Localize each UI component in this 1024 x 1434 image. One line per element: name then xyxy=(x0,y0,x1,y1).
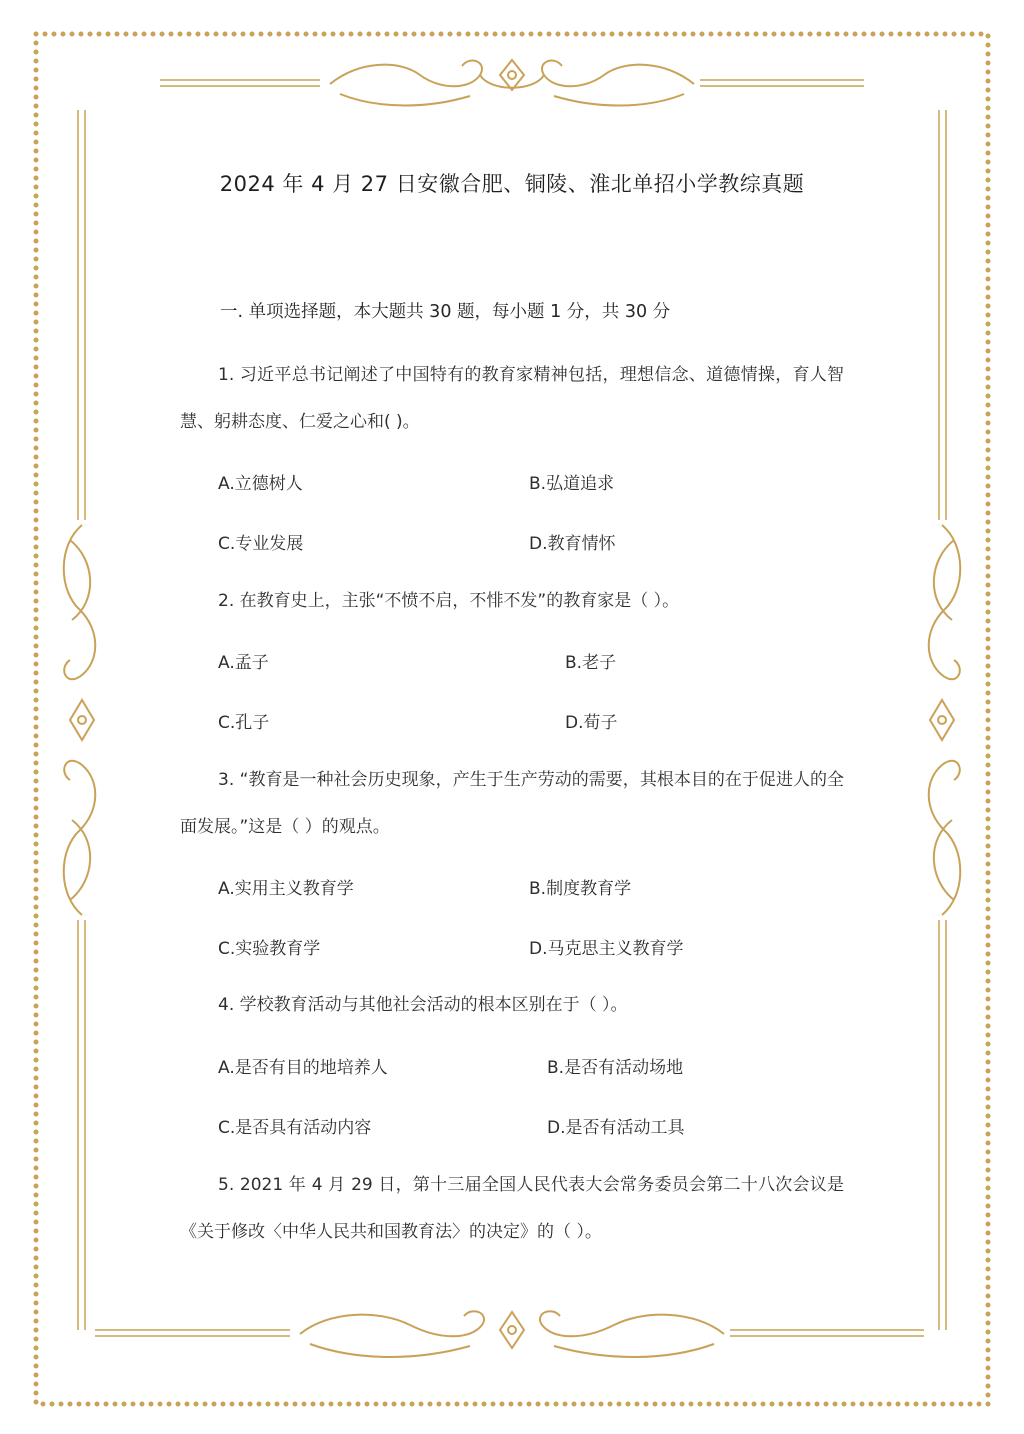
question-2-option-a: A.孟子 xyxy=(218,653,269,673)
question-1-option-a: A.立德树人 xyxy=(218,474,303,494)
question-3-option-b: B.制度教育学 xyxy=(529,879,632,899)
top-frame-lines xyxy=(160,80,864,86)
question-3-text: 3. “教育是一种社会历史现象，产生于生产劳动的需要，其根本目的在于促进人的全面发展。”这是（ ）的观点。 xyxy=(180,770,844,837)
right-frame-lines xyxy=(939,110,946,1330)
question-2-option-c: C.孔子 xyxy=(218,713,270,733)
question-5-text: 5. 2021 年 4 月 29 日，第十三届全国人民代表大会常务委员会第二十八次会议是《关于修改〈中华人民共和国教育法〉的决定》的（ ）。 xyxy=(180,1175,844,1242)
question-2-option-d: D.荀子 xyxy=(565,713,618,733)
left-frame-lines xyxy=(78,110,85,1330)
question-3-option-a: A.实用主义教育学 xyxy=(218,879,354,899)
question-2-option-b: B.老子 xyxy=(565,653,617,673)
page-title: 2024 年 4 月 27 日安徽合肥、铜陵、淮北单招小学教综真题 xyxy=(219,172,805,196)
section-heading: 一. 单项选择题，本大题共 30 题，每小题 1 分，共 30 分 xyxy=(220,302,671,322)
question-4-option-b: B.是否有活动场地 xyxy=(547,1058,684,1078)
bottom-scroll-ornament-icon xyxy=(300,1311,724,1357)
question-1-option-b: B.弘道追求 xyxy=(529,474,615,494)
left-scroll-ornament-icon xyxy=(64,525,96,915)
bottom-frame-lines xyxy=(95,1330,924,1336)
question-3-option-c: C.实验教育学 xyxy=(218,939,321,959)
question-3-option-d: D.马克思主义教育学 xyxy=(529,939,684,959)
question-1-text: 1. 习近平总书记阐述了中国特有的教育家精神包括，理想信念、道德情操，育人智慧、躬耕态度、仁爱之心和( )。 xyxy=(180,365,844,432)
question-4-option-d: D.是否有活动工具 xyxy=(547,1118,685,1138)
question-4-option-a: A.是否有目的地培养人 xyxy=(218,1058,388,1078)
question-1-option-d: D.教育情怀 xyxy=(529,534,616,554)
question-2-text: 2. 在教育史上，主张“不愤不启，不悱不发”的教育家是（ ）。 xyxy=(218,591,680,611)
question-4-option-c: C.是否具有活动内容 xyxy=(218,1118,372,1138)
top-scroll-ornament-icon xyxy=(330,60,694,106)
question-4-text: 4. 学校教育活动与其他社会活动的根本区别在于（ ）。 xyxy=(218,995,628,1015)
right-scroll-ornament-icon xyxy=(929,525,961,915)
question-1-option-c: C.专业发展 xyxy=(218,534,304,554)
